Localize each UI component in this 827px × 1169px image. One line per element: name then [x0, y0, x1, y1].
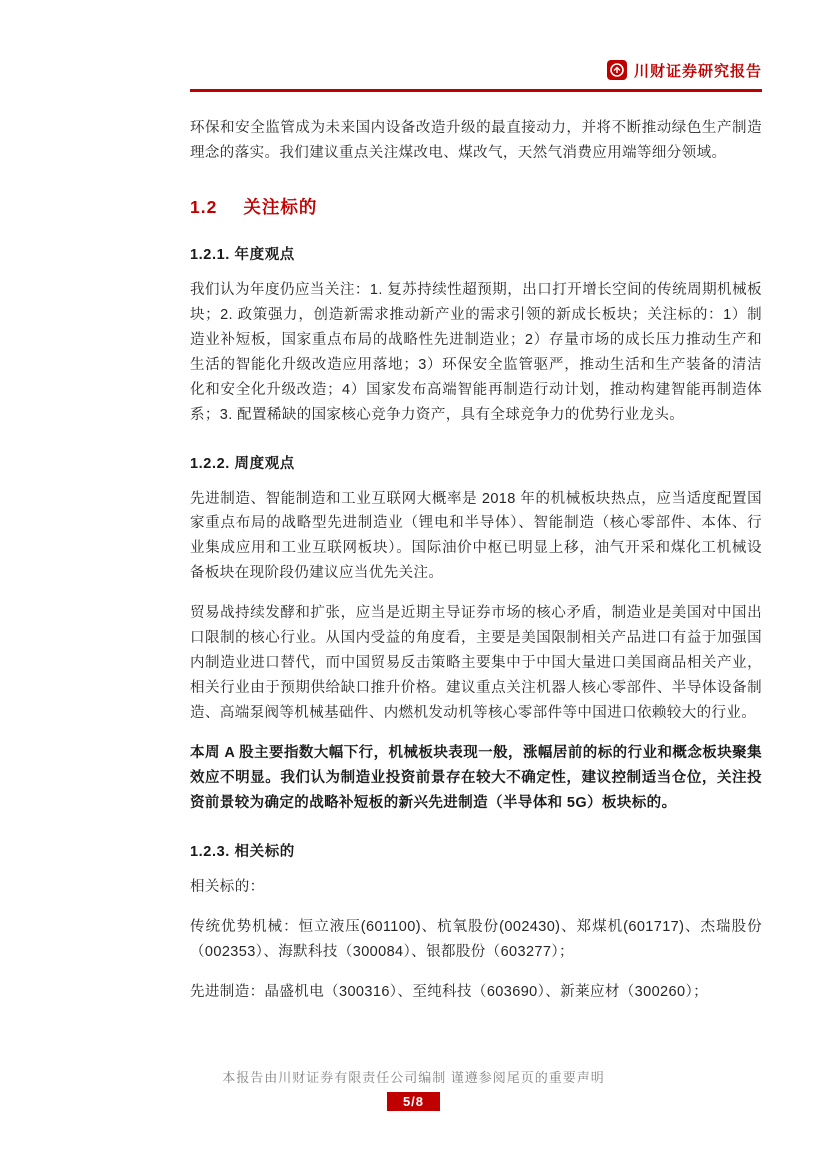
- section-title: 关注标的: [243, 196, 318, 217]
- related-targets-traditional-machinery: 传统优势机械：恒立液压(601100)、杭氧股份(002430)、郑煤机(601717)、杰瑞股份（002353）、海默科技（300084）、银都股份（603277）；: [190, 918, 762, 960]
- page-number-badge: 5/8: [387, 1092, 440, 1111]
- weekly-view-paragraph-2: 贸易战持续发酵和扩张，应当是近期主导证券市场的核心矛盾，制造业是美国对中国出口限制的核心行业。从国内受益的角度看，主要是美国限制相关产品进口有益于加强国内制造业进口替代，而中国贸易反击策略主要集中于中国大量进口美国商品相关产业，相关行业由于预期供给缺口推升价格。建议重点关注机器人核心零部件、半导体设备制造、高端泵阀等机械基础件、内燃机发动机等核心零部件等中国进口依赖较大的行业。: [190, 605, 762, 721]
- subsection-heading-annual-view: 1.2.1. 年度观点: [190, 246, 295, 263]
- subsection-heading-weekly-view: 1.2.2. 周度观点: [190, 455, 295, 472]
- intro-paragraph: 环保和安全监管成为未来国内设备改造升级的最直接动力，并将不断推动绿色生产制造理念的落实。我们建议重点关注煤改电、煤改气，天然气消费应用端等细分领域。: [190, 120, 762, 161]
- section-number: 1.2: [190, 196, 218, 217]
- weekly-view-paragraph-1: 先进制造、智能制造和工业互联网大概率是 2018 年的机械板块热点，应当适度配置国家重点布局的战略型先进制造业（锂电和半导体）、智能制造（核心零部件、本体、行业集成应用和工业互联网板块）。国际油价中枢已明显上移，油气开采和煤化工机械设备板块在现阶段仍建议应当优先关注。: [190, 490, 762, 582]
- brand-logo-icon: [607, 60, 627, 80]
- related-targets-advanced-manufacturing: 先进制造：晶盛机电（300316）、至纯科技（603690）、新莱应材（300260）；: [190, 983, 709, 1000]
- report-header: [190, 0, 762, 82]
- header-divider: [190, 89, 762, 92]
- section-heading: [190, 194, 762, 219]
- report-footer: [0, 1067, 827, 1111]
- report-body: [190, 116, 762, 1005]
- footer-disclaimer: 本报告由川财证券有限责任公司编制 谨遵参阅尾页的重要声明: [222, 1070, 605, 1085]
- subsection-heading-related-targets: 1.2.3. 相关标的: [190, 843, 295, 860]
- related-targets-intro: 相关标的：: [190, 878, 265, 895]
- weekly-view-highlight-paragraph: 本周 A 股主要指数大幅下行，机械板块表现一般，涨幅居前的标的行业和概念板块聚集效应不明显。我们认为制造业投资前景存在较大不确定性，建议控制适当仓位，关注投资前景较为确定的战略补短板的新兴先进制造（半导体和 5G）板块标的。: [190, 744, 762, 811]
- annual-view-paragraph: 我们认为年度仍应当关注：1. 复苏持续性超预期，出口打开增长空间的传统周期机械板块；2. 政策强力，创造新需求推动新产业的需求引领的新成长板块；关注标的：1）制造业补短板，国家重点布局的战略性先进制造业；2）存量市场的成长压力推动生产和生活的智能化升级改造应用落地；3）环保安全监管驱严，推动生活和生产装备的清洁化和安全化升级改造；4）国家发布高端智能再制造行动计划，推动构建智能再制造体系；3. 配置稀缺的国家核心竞争力资产，具有全球竞争力的优势行业龙头。: [190, 281, 762, 423]
- brand-title: 川财证券研究报告: [633, 62, 762, 80]
